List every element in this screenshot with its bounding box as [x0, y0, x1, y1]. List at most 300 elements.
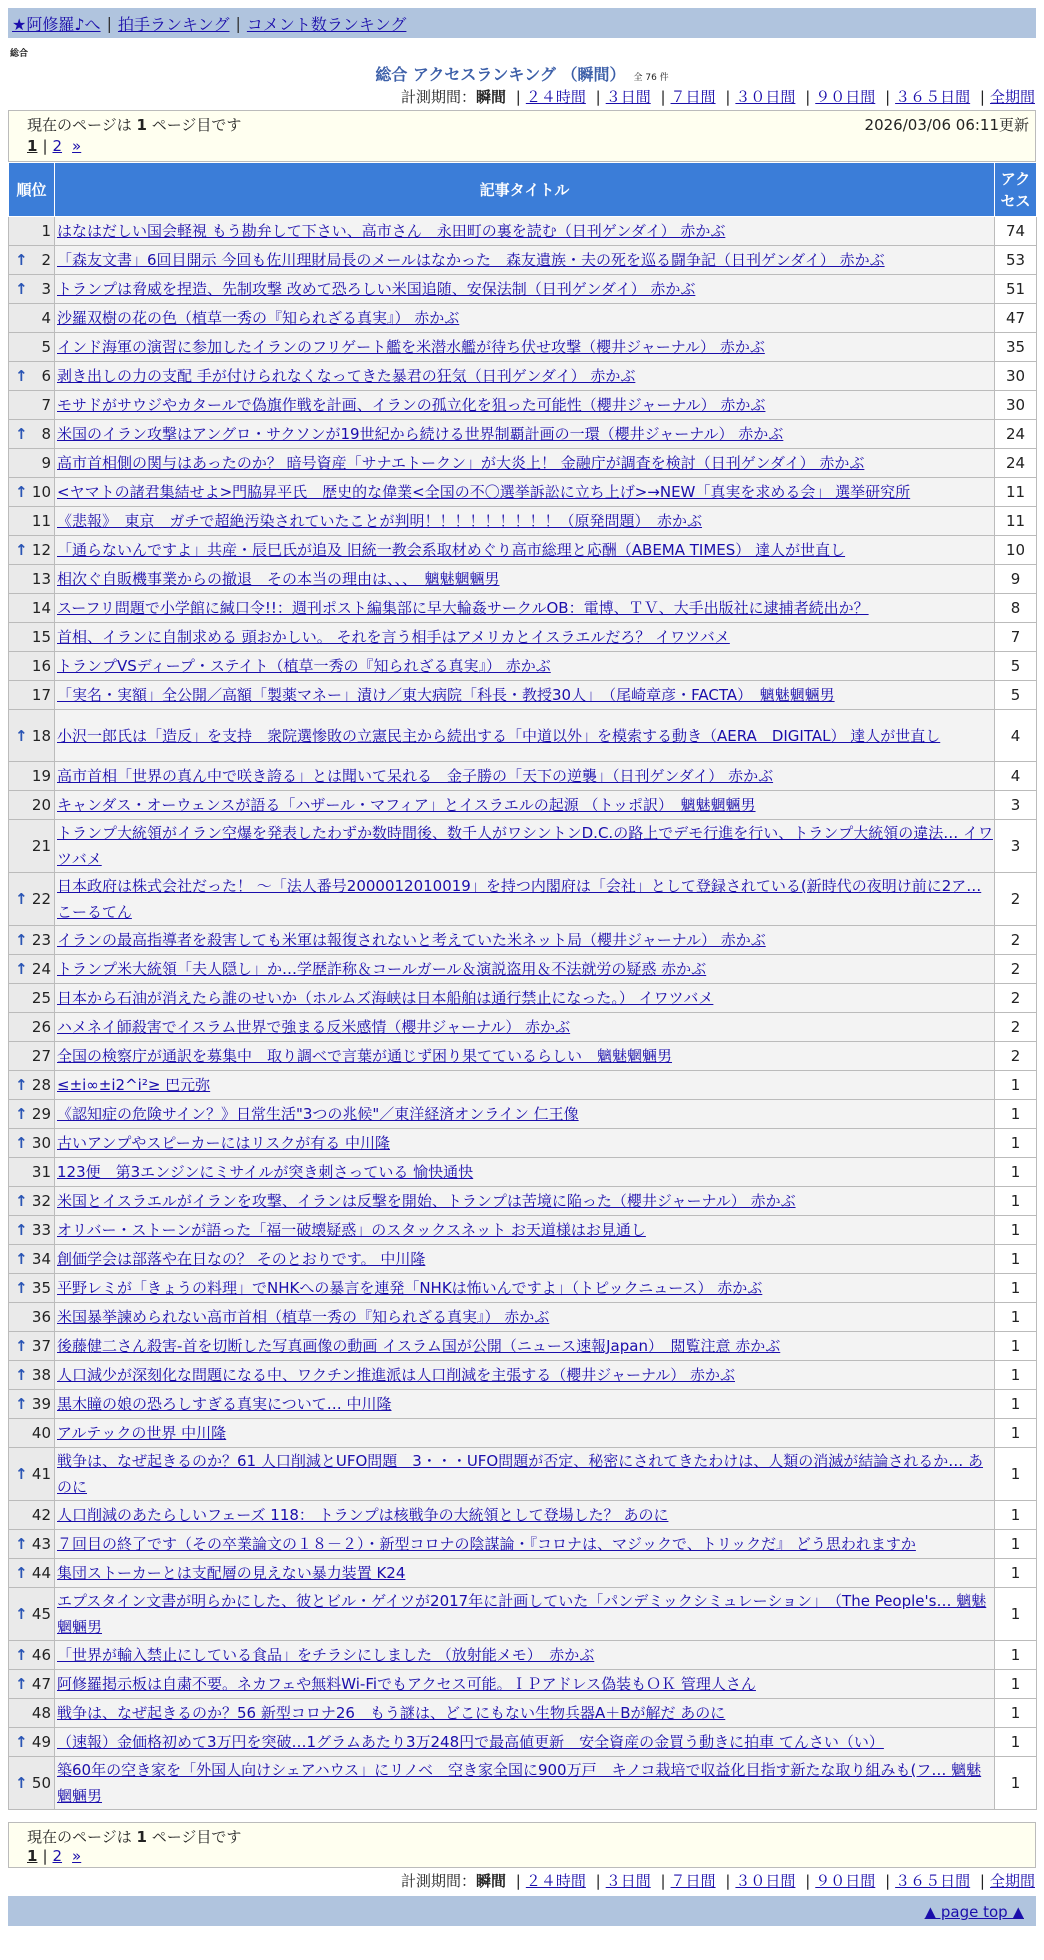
title-cell	[55, 984, 995, 1013]
article-link[interactable]: 《認知症の危険サイン？》日常生活"3つの兆候"／東洋経済オンライン 仁王像	[57, 1105, 579, 1123]
rank-cell	[9, 710, 55, 762]
article-link[interactable]: 日本政府は株式会社だった！ ～「法人番号2000012010019」を持つ内閣府は「会社」として登録されている(新時代の夜明け前に2ア… こーるてん	[57, 877, 982, 921]
article-link[interactable]: 相次ぐ自販機事業からの撤退 その本当の理由は、、、 魑魅魍魎男	[57, 570, 500, 588]
access-count: 47	[995, 304, 1037, 333]
arrow-up-icon: ↑	[15, 251, 28, 269]
table-row	[9, 926, 1037, 955]
page-separator: |	[42, 1847, 48, 1865]
arrow-up-icon: ↑	[15, 1605, 28, 1623]
title-cell	[55, 420, 995, 449]
access-count: 1	[995, 1187, 1037, 1216]
article-link[interactable]: 人口削減のあたらしいフェーズ 118： トランプは核戦争の大統領として登場した？ あのに	[57, 1506, 669, 1524]
rank-cell	[9, 1158, 55, 1187]
table-row	[9, 791, 1037, 820]
page-separator: |	[42, 137, 48, 155]
access-count: 11	[995, 478, 1037, 507]
table-row	[9, 1757, 1037, 1810]
period-label: 計測期間：	[400, 88, 476, 106]
arrow-up-icon: ↑	[15, 1395, 28, 1413]
page-status	[27, 114, 241, 135]
rank-number: 21	[31, 837, 51, 855]
rank-number: 32	[31, 1192, 51, 1210]
title-cell	[55, 1071, 995, 1100]
header-title: 記事タイトル	[55, 163, 995, 217]
period-link-24h[interactable]: ２４時間	[525, 1872, 586, 1890]
title-cell	[55, 275, 995, 304]
period-separator: |	[885, 1872, 891, 1890]
table-row	[9, 333, 1037, 362]
access-count: 30	[995, 391, 1037, 420]
arrow-up-icon: ↑	[15, 1105, 28, 1123]
rank-number: 33	[31, 1221, 51, 1239]
period-link-24h[interactable]: ２４時間	[525, 88, 586, 106]
article-link[interactable]: 剥き出しの力の支配 手が付けられなくなってきた暴君の狂気（日刊ゲンダイ） 赤かぶ	[57, 367, 636, 385]
rank-cell	[9, 1641, 55, 1670]
table-row	[9, 984, 1037, 1013]
rank-cell	[9, 955, 55, 984]
article-link[interactable]: 阿修羅掲示板は自粛不要。ネカフェや無料Wi-Fiでもアクセス可能。ＩＰアドレス偽装もＯＫ 管理人さん	[57, 1675, 756, 1693]
article-link[interactable]: 戦争は、なぜ起きるのか？61 人口削減とUFO問題 3・・・UFO問題が否定、秘密にされてきたわけは、人類の消滅が結論されるか… あのに	[57, 1452, 983, 1496]
rank-cell	[9, 1559, 55, 1588]
article-link[interactable]: <ヤマトの諸君集結せよ>門脇昇平氏 歴史的な偉業<全国の不〇選挙訴訟に立ち上げ>→NEW「真実を求める会」 選挙研究所	[57, 483, 911, 501]
article-link[interactable]: 米国のイラン攻撃はアングロ・サクソンが19世紀から続ける世界制覇計画の一環（櫻井ジャーナル） 赤かぶ	[57, 425, 784, 443]
table-row	[9, 762, 1037, 791]
period-link-30d[interactable]: ３０日間	[735, 88, 796, 106]
table-row	[9, 420, 1037, 449]
rank-number: 36	[31, 1308, 51, 1326]
title-cell	[55, 1448, 995, 1501]
article-link[interactable]: 米国とイスラエルがイランを攻撃、イランは反撃を開始、トランプは苦境に陥った（櫻井ジャーナル） 赤かぶ	[57, 1192, 796, 1210]
ranking-table-body	[9, 217, 1037, 1810]
rank-number: 3	[41, 280, 51, 298]
article-link[interactable]: 米国暴挙諫められない高市首相（植草一秀の『知られざる真実』） 赤かぶ	[57, 1308, 550, 1326]
rank-number: 31	[31, 1163, 51, 1181]
ranking-table	[8, 162, 1037, 1810]
arrow-up-icon: ↑	[15, 541, 28, 559]
rank-cell	[9, 1530, 55, 1559]
rank-number: 16	[31, 657, 51, 675]
access-count: 3	[995, 791, 1037, 820]
arrow-up-icon: ↑	[15, 1675, 28, 1693]
applause-ranking-link[interactable]: 拍手ランキング	[117, 14, 230, 34]
access-count: 1	[995, 1670, 1037, 1699]
table-row	[9, 1501, 1037, 1530]
access-count: 1	[995, 1728, 1037, 1757]
rank-cell	[9, 1699, 55, 1728]
access-count: 30	[995, 362, 1037, 391]
page-status-suffix: ページ目です	[151, 1828, 242, 1846]
article-link[interactable]: 黒木瞳の娘の恐ろしすぎる真実について… 中川隆	[57, 1395, 392, 1413]
rank-cell	[9, 1757, 55, 1810]
access-count: 8	[995, 594, 1037, 623]
table-row	[9, 594, 1037, 623]
table-row	[9, 1361, 1037, 1390]
article-link[interactable]: 「実名・実額」全公開／高額「製薬マネー」漬け／東大病院「科長・教授30人」 （尾崎章彦・FACTA） 魑魅魍魎男	[57, 686, 835, 704]
page-link-2[interactable]: 2	[52, 1847, 63, 1865]
rank-cell	[9, 1245, 55, 1274]
rank-number: 7	[41, 396, 51, 414]
rank-number: 22	[31, 890, 51, 908]
period-separator: |	[979, 88, 985, 106]
period-separator: |	[515, 1872, 521, 1890]
page-top-link[interactable]: ▲ page top ▲	[924, 1903, 1024, 1921]
access-count: 1	[995, 1071, 1037, 1100]
title-cell	[55, 1699, 995, 1728]
article-link[interactable]: 「森友文書」6回目開示 今回も佐川理財局長のメールはなかった 森友遺族・夫の死を巡る闘争記（日刊ゲンダイ） 赤かぶ	[57, 251, 885, 269]
article-link[interactable]: 人口減少が深刻化な問題になる中、ワクチン推進派は人口削減を主張する（櫻井ジャーナル） 赤かぶ	[57, 1366, 735, 1384]
table-row	[9, 1670, 1037, 1699]
rank-cell	[9, 1274, 55, 1303]
rank-number: 26	[31, 1018, 51, 1036]
title-cell	[55, 1042, 995, 1071]
rank-cell	[9, 565, 55, 594]
article-link[interactable]: インド海軍の演習に参加したイランのフリゲート艦を米潜水艦が待ち伏せ攻撃（櫻井ジャーナル） 赤かぶ	[57, 338, 765, 356]
rank-number: 40	[31, 1424, 51, 1442]
table-row	[9, 1530, 1037, 1559]
title-cell	[55, 304, 995, 333]
article-link[interactable]: 日本から石油が消えたら誰のせいか（ホルムズ海峡は日本船舶は通行禁止になった。） イワツバメ	[57, 989, 714, 1007]
rank-number: 34	[31, 1250, 51, 1268]
title-cell	[55, 1100, 995, 1129]
top-nav-bar	[8, 8, 1036, 38]
rank-number: 23	[31, 931, 51, 949]
rank-cell	[9, 1042, 55, 1071]
period-separator: |	[595, 88, 601, 106]
article-link[interactable]: トランプは脅威を捏造、先制攻撃 改めて恐ろしい米国追随、安保法制（日刊ゲンダイ） 赤かぶ	[57, 280, 696, 298]
access-count: 1	[995, 1245, 1037, 1274]
article-link[interactable]: エプスタイン文書が明らかにした、彼とビル・ゲイツが2017年に計画していた「パンデミックシミュレーション」 （The People's… 魑魅魍魎男	[57, 1592, 987, 1636]
rank-number: 41	[31, 1465, 51, 1483]
rank-cell	[9, 420, 55, 449]
table-row	[9, 1013, 1037, 1042]
rank-cell	[9, 1361, 55, 1390]
article-link[interactable]: キャンダス・オーウェンスが語る「ハザール・マフィア」とイスラエルの起源 （トッポ訳） 魑魅魍魎男	[57, 796, 756, 814]
rank-number: 39	[31, 1395, 51, 1413]
page-link-current: 1	[27, 137, 38, 155]
access-count: 1	[995, 1588, 1037, 1641]
access-count: 1	[995, 1390, 1037, 1419]
title-cell	[55, 623, 995, 652]
arrow-up-icon: ↑	[15, 1564, 28, 1582]
article-link[interactable]: 高市首相側の関与はあったのか？ 暗号資産「サナエトークン」が大炎上！ 金融庁が調査を検討（日刊ゲンダイ） 赤かぶ	[57, 454, 865, 472]
title-cell	[55, 710, 995, 762]
rank-number: 14	[31, 599, 51, 617]
title-cell	[55, 762, 995, 791]
arrow-up-icon: ↑	[15, 367, 28, 385]
title-cell	[55, 1245, 995, 1274]
title-cell	[55, 1129, 995, 1158]
article-link[interactable]: はなはだしい国会軽視 もう勘弁して下さい、高市さん 永田町の裏を読む（日刊ゲンダイ） 赤かぶ	[57, 222, 726, 240]
article-link[interactable]: 集団ストーカーとは支配層の見えない暴力装置 K24	[57, 1564, 406, 1582]
rank-number: 1	[41, 222, 51, 240]
comment-ranking-link[interactable]: コメント数ランキング	[246, 14, 407, 34]
rank-number: 43	[31, 1535, 51, 1553]
rank-number: 2	[41, 251, 51, 269]
title-cell	[55, 1013, 995, 1042]
period-link-7d[interactable]: ７日間	[670, 1872, 716, 1890]
home-link[interactable]: ★阿修羅♪へ	[12, 14, 101, 34]
rank-cell	[9, 1448, 55, 1501]
rank-cell	[9, 652, 55, 681]
arrow-up-icon: ↑	[15, 1076, 28, 1094]
title-cell	[55, 652, 995, 681]
title-cell	[55, 362, 995, 391]
article-link[interactable]: （速報）金価格初めて3万円を突破…1グラムあたり3万248円で最高値更新 安全資産の金買う動きに拍車 てんさい（い）	[57, 1733, 884, 1751]
article-link[interactable]: 全国の検察庁が通訳を募集中 取り調べで言葉が通じず困り果てているらしい 魑魅魍魎男	[57, 1047, 673, 1065]
rank-cell	[9, 1129, 55, 1158]
arrow-up-icon: ↑	[15, 1279, 28, 1297]
period-link-365d[interactable]: ３６５日間	[895, 1872, 971, 1890]
period-link-365d[interactable]: ３６５日間	[895, 88, 971, 106]
period-link-3d[interactable]: ３日間	[605, 1872, 651, 1890]
title-cell	[55, 791, 995, 820]
period-link-3d[interactable]: ３日間	[605, 88, 651, 106]
access-count: 1	[995, 1757, 1037, 1810]
page-status-prefix: 現在のページは	[27, 1828, 132, 1846]
rank-cell	[9, 762, 55, 791]
title-cell	[55, 246, 995, 275]
total-count: 全 76 件	[633, 73, 669, 83]
rank-number: 49	[31, 1733, 51, 1751]
rank-cell	[9, 791, 55, 820]
footer-bar	[8, 1896, 1036, 1926]
title-cell	[55, 1274, 995, 1303]
arrow-up-icon: ↑	[15, 483, 28, 501]
period-link-7d[interactable]: ７日間	[670, 88, 716, 106]
access-count: 2	[995, 1042, 1037, 1071]
access-count: 3	[995, 820, 1037, 873]
page-status-suffix: ページ目です	[151, 116, 242, 134]
access-count: 4	[995, 710, 1037, 762]
table-row	[9, 391, 1037, 420]
article-link[interactable]: 「通らないんですよ」共産・辰巳氏が追及 旧統一教会系取材めぐり高市総理と応酬（ABEMA TIMES） 達人が世直し	[57, 541, 846, 559]
access-count: 1	[995, 1699, 1037, 1728]
title-cell	[55, 1757, 995, 1810]
table-row	[9, 536, 1037, 565]
page-status-prefix: 現在のページは	[27, 116, 132, 134]
arrow-up-icon: ↑	[15, 280, 28, 298]
nav-separator: |	[106, 13, 112, 33]
rank-number: 29	[31, 1105, 51, 1123]
access-count: 2	[995, 1013, 1037, 1042]
table-row	[9, 1419, 1037, 1448]
rank-number: 17	[31, 686, 51, 704]
period-link-30d[interactable]: ３０日間	[735, 1872, 796, 1890]
title-cell	[55, 333, 995, 362]
table-row	[9, 304, 1037, 333]
access-count: 2	[995, 873, 1037, 926]
article-link[interactable]: 首相、イランに自制求める 頭おかしい。 それを言う相手はアメリカとイスラエルだろ？ イワツバメ	[57, 628, 730, 646]
rank-number: 46	[31, 1646, 51, 1664]
title-cell	[55, 449, 995, 478]
article-link[interactable]: 古いアンプやスピーカーにはリスクが有る 中川隆	[57, 1134, 390, 1152]
rank-number: 50	[31, 1774, 51, 1792]
access-count: 35	[995, 333, 1037, 362]
title-cell	[55, 955, 995, 984]
article-link[interactable]: 123便 第3エンジンにミサイルが突き刺さっている 愉快通快	[57, 1163, 474, 1181]
access-count: 1	[995, 1361, 1037, 1390]
article-link[interactable]: 高市首相「世界の真ん中で咲き誇る」とは聞いて呆れる 金子勝の「天下の逆襲」（日刊ゲンダイ） 赤かぶ	[57, 767, 774, 785]
article-link[interactable]: トランプ米大統領「夫人隠し」か…学歴詐称＆コールガール＆演説盗用＆不法就労の疑惑 赤かぶ	[57, 960, 707, 978]
access-count: 1	[995, 1448, 1037, 1501]
title-cell	[55, 478, 995, 507]
article-link[interactable]: オリバー・ストーンが語った「福一破壊疑惑」のスタックスネット お天道様はお見通し	[57, 1221, 646, 1239]
access-count: 1	[995, 1216, 1037, 1245]
article-link[interactable]: 沙羅双樹の花の色（植草一秀の『知られざる真実』） 赤かぶ	[57, 309, 460, 327]
pager-box-bottom	[8, 1822, 1036, 1868]
table-row	[9, 1245, 1037, 1274]
article-link[interactable]: トランプ大統領がイラン空爆を発表したわずか数時間後、数千人がワシントンD.C.の路上でデモ行進を行い、トランプ大統領の違法… イワツバメ	[57, 824, 993, 868]
access-count: 74	[995, 217, 1037, 246]
arrow-up-icon: ↑	[15, 1221, 28, 1239]
table-row	[9, 1699, 1037, 1728]
access-count: 1	[995, 1641, 1037, 1670]
access-count: 10	[995, 536, 1037, 565]
article-link[interactable]: 創価学会は部落や在日なの？ そのとおりです。 中川隆	[57, 1250, 426, 1268]
rank-number: 11	[31, 512, 51, 530]
rank-number: 12	[31, 541, 51, 559]
rank-cell	[9, 820, 55, 873]
article-link[interactable]: 平野レミが「きょうの料理」でNHKへの暴言を連発「NHKは怖いんですよ」（トピックニュース） 赤かぶ	[57, 1279, 763, 1297]
article-link[interactable]: イランの最高指導者を殺害しても米軍は報復されないと考えていた米ネット局（櫻井ジャーナル） 赤かぶ	[57, 931, 766, 949]
article-link[interactable]: ７回目の終了です（その卒業論文の１８－２）・新型コロナの陰謀論・『コロナは、マジックで、トリックだ』 どう思われますか	[57, 1535, 916, 1553]
page-title	[0, 62, 1044, 85]
article-link[interactable]: モサドがサウジやカタールで偽旗作戦を計画、イランの孤立化を狙った可能性（櫻井ジャーナル） 赤かぶ	[57, 396, 766, 414]
access-count: 1	[995, 1129, 1037, 1158]
rank-number: 24	[31, 960, 51, 978]
arrow-up-icon: ↑	[15, 1774, 28, 1792]
title-cell	[55, 1501, 995, 1530]
table-row	[9, 565, 1037, 594]
table-row	[9, 246, 1037, 275]
arrow-up-icon: ↑	[15, 726, 28, 745]
rank-cell	[9, 333, 55, 362]
period-link-90d[interactable]: ９０日間	[815, 1872, 876, 1890]
period-link-all[interactable]: 全期間	[989, 1872, 1035, 1890]
page-link-current: 1	[27, 1847, 38, 1865]
table-row	[9, 217, 1037, 246]
access-count: 1	[995, 1419, 1037, 1448]
rank-number: 9	[41, 454, 51, 472]
table-row	[9, 652, 1037, 681]
page-link-2[interactable]: 2	[52, 137, 63, 155]
period-current: 瞬間	[475, 1872, 506, 1890]
page-title-text: 総合 アクセスランキング （瞬間）	[375, 65, 626, 84]
arrow-up-icon: ↑	[15, 1646, 28, 1664]
arrow-up-icon: ↑	[15, 890, 28, 908]
title-cell	[55, 1419, 995, 1448]
period-link-all[interactable]: 全期間	[989, 88, 1035, 106]
rank-cell	[9, 478, 55, 507]
access-count: 1	[995, 1530, 1037, 1559]
period-separator: |	[725, 88, 731, 106]
article-link[interactable]: 《悲報》 東京 ガチで超絶汚染されていたことが判明！！！！！！！！！（原発問題） 赤かぶ	[57, 512, 703, 530]
article-link[interactable]: 後藤健二さん殺害-首を切断した写真画像の動画 イスラム国が公開（ニュース速報Japan） 閲覧注意 赤かぶ	[57, 1337, 781, 1355]
pagination-bottom	[27, 1847, 81, 1865]
title-cell	[55, 926, 995, 955]
period-separator: |	[725, 1872, 731, 1890]
rank-number: 44	[31, 1564, 51, 1582]
table-row	[9, 275, 1037, 304]
article-link[interactable]: ハメネイ師殺害でイスラム世界で強まる反米感情（櫻井ジャーナル） 赤かぶ	[57, 1018, 571, 1036]
rank-number: 28	[31, 1076, 51, 1094]
table-row	[9, 955, 1037, 984]
article-link[interactable]: ≤±i∞±i2^i²≥ 巴元弥	[57, 1076, 211, 1094]
article-link[interactable]: アルテックの世界 中川隆	[57, 1424, 227, 1442]
rank-number: 27	[31, 1047, 51, 1065]
rank-cell	[9, 873, 55, 926]
rank-number: 20	[31, 796, 51, 814]
period-separator: |	[515, 88, 521, 106]
arrow-up-icon: ↑	[15, 1366, 28, 1384]
access-count: 7	[995, 623, 1037, 652]
access-count: 11	[995, 507, 1037, 536]
rank-cell	[9, 1071, 55, 1100]
access-count: 5	[995, 681, 1037, 710]
page-next-link[interactable]: »	[72, 1847, 82, 1865]
rank-cell	[9, 507, 55, 536]
access-count: 1	[995, 1332, 1037, 1361]
period-separator: |	[660, 1872, 666, 1890]
access-count: 2	[995, 926, 1037, 955]
rank-cell	[9, 1216, 55, 1245]
title-cell	[55, 1530, 995, 1559]
rank-cell	[9, 246, 55, 275]
table-row	[9, 1187, 1037, 1216]
article-link[interactable]: 小沢一郎氏は「造反」を支持 衆院選惨敗の立憲民主から続出する「中道以外」を模索する動き（AERA DIGITAL） 達人が世直し	[57, 726, 941, 745]
arrow-up-icon: ↑	[15, 931, 28, 949]
article-link[interactable]: 戦争は、なぜ起きるのか？56 新型コロナ26 もう謎は、どこにもない生物兵器A＋Bが解だ あのに	[57, 1704, 726, 1722]
rank-number: 47	[31, 1675, 51, 1693]
title-cell	[55, 681, 995, 710]
table-row	[9, 1100, 1037, 1129]
page-next-link[interactable]: »	[72, 137, 82, 155]
rank-number: 13	[31, 570, 51, 588]
header-rank: 順位	[9, 163, 55, 217]
rank-number: 35	[31, 1279, 51, 1297]
table-row	[9, 1129, 1037, 1158]
table-row	[9, 362, 1037, 391]
table-row	[9, 1274, 1037, 1303]
title-cell	[55, 1559, 995, 1588]
table-row	[9, 478, 1037, 507]
article-link[interactable]: 築60年の空き家を「外国人向けシェアハウス」にリノベ 空き家全国に900万戸 キノコ栽培で収益化目指す新たな取り組みも(フ… 魑魅魍魎男	[57, 1761, 982, 1805]
article-link[interactable]: トランプVSディープ・ステイト（植草一秀の『知られざる真実』） 赤かぶ	[57, 657, 551, 675]
title-cell	[55, 1332, 995, 1361]
rank-number: 48	[31, 1704, 51, 1722]
access-count: 24	[995, 420, 1037, 449]
article-link[interactable]: スーフリ問題で小学館に緘口令!!：週刊ポスト編集部に早大輪姦サークルOB：電博、ＴＶ、大手出版社に逮捕者続出か？	[57, 599, 869, 617]
rank-cell	[9, 304, 55, 333]
title-cell	[55, 217, 995, 246]
rank-cell	[9, 1390, 55, 1419]
rank-number: 42	[31, 1506, 51, 1524]
rank-number: 37	[31, 1337, 51, 1355]
rank-number: 8	[41, 425, 51, 443]
access-count: 9	[995, 565, 1037, 594]
title-cell	[55, 1216, 995, 1245]
article-link[interactable]: 「世界が輸入禁止にしている食品」をチラシにしました （放射能メモ） 赤かぶ	[57, 1646, 595, 1664]
rank-cell	[9, 217, 55, 246]
access-count: 1	[995, 1158, 1037, 1187]
period-link-90d[interactable]: ９０日間	[815, 88, 876, 106]
table-row	[9, 1728, 1037, 1757]
rank-cell	[9, 681, 55, 710]
rank-cell	[9, 1303, 55, 1332]
arrow-up-icon: ↑	[15, 1337, 28, 1355]
arrow-up-icon: ↑	[15, 1192, 28, 1210]
table-row	[9, 1332, 1037, 1361]
